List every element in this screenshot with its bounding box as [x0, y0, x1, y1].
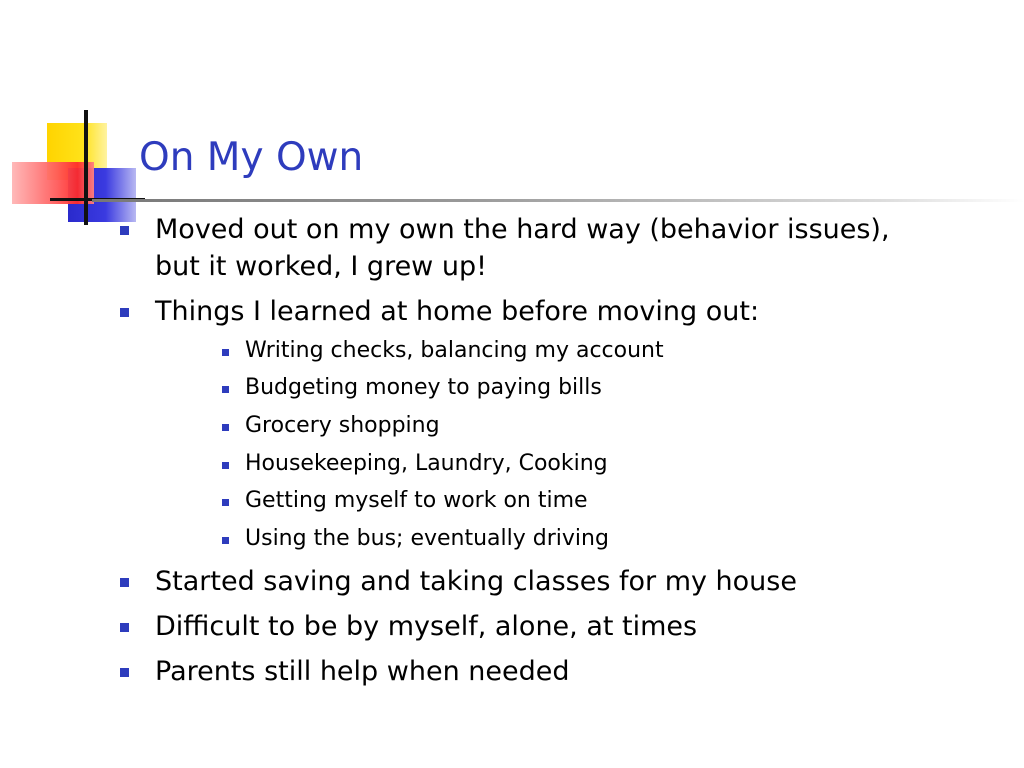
sub-bullet-grocery: Grocery shopping: [245, 413, 440, 438]
bullet-item-started-saving: Started saving and taking classes for my house: [155, 566, 797, 597]
bullet-item-difficult: Difficult to be by myself, alone, at times: [155, 611, 698, 642]
bullet-item-moved-out-line-1: Moved out on my own the hard way (behavior issues),: [155, 214, 890, 245]
bullet-item-moved-out-line-2: but it worked, I grew up!: [155, 251, 487, 282]
bullet-marker: [120, 308, 129, 317]
sub-bullet-housekeeping: Housekeeping, Laundry, Cooking: [245, 451, 608, 476]
sub-bullet-work-on-time: Getting myself to work on time: [245, 488, 588, 513]
title-underline: [92, 199, 1024, 202]
bullet-marker: [120, 226, 129, 235]
sub-bullet-writing-checks: Writing checks, balancing my account: [245, 338, 664, 363]
sub-bullet-marker: [222, 424, 229, 431]
sub-bullet-bus-driving: Using the bus; eventually driving: [245, 526, 609, 551]
sub-bullet-marker: [222, 462, 229, 469]
bullet-item-things-learned: Things I learned at home before moving out:: [155, 296, 760, 327]
bullet-marker: [120, 578, 129, 587]
slide-title: On My Own: [139, 135, 364, 180]
vertical-line-decoration: [84, 110, 88, 225]
sub-bullet-marker: [222, 499, 229, 506]
bullet-item-parents-help: Parents still help when needed: [155, 656, 570, 687]
sub-bullet-marker: [222, 349, 229, 356]
sub-bullet-marker: [222, 537, 229, 544]
sub-bullet-budgeting: Budgeting money to paying bills: [245, 375, 602, 400]
bullet-marker: [120, 623, 129, 632]
sub-bullet-marker: [222, 386, 229, 393]
bullet-marker: [120, 668, 129, 677]
